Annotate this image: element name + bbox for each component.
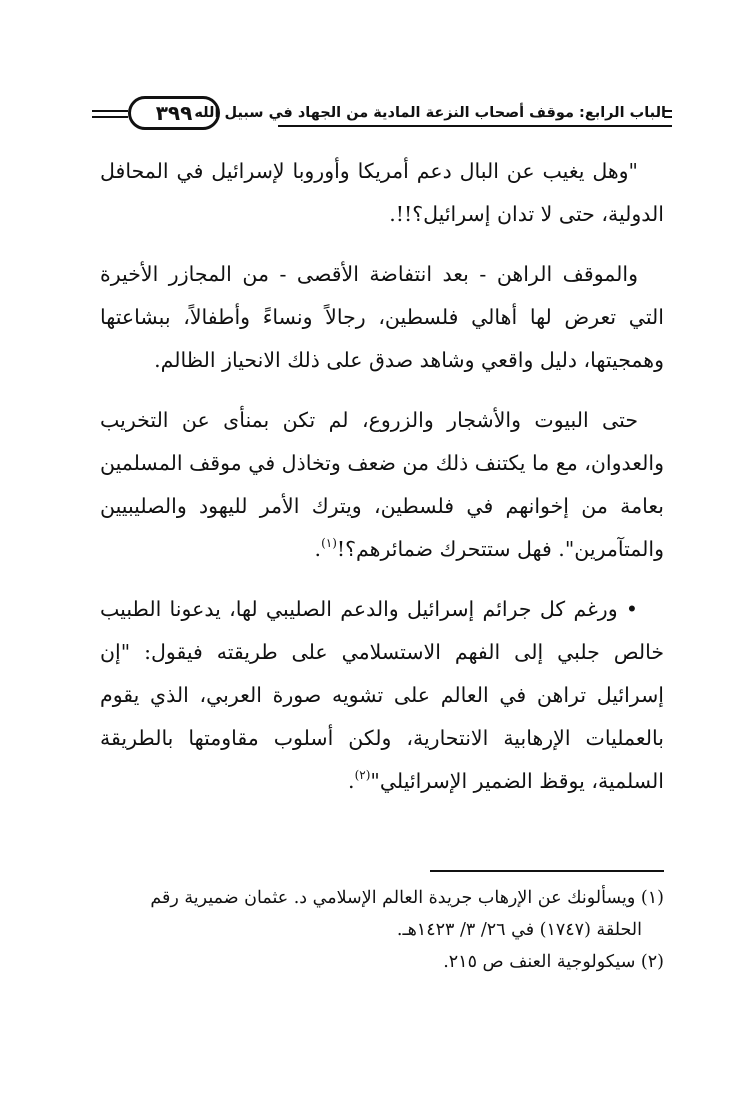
paragraph-text: • ورغم كل جرائم إسرائيل والدعم الصليبي لها، يدعونا الطبيب خالص جلبي إلى الفهم الاستسلامي على طريقته فيقول: "إن إسرائيل تراهن في العالم على تشويه صورة العربي، الذي يقوم بالعمليات الإرهابية الانتحارية، ولكن أسلوب مقاومتها بالطريقة السلمية، يوقظ الضمير الإسرائيلي": [100, 597, 664, 793]
footnote-2: (٢) سيكولوجية العنف ص ٢١٥.: [443, 952, 664, 972]
paragraph-end: .: [314, 537, 322, 561]
footnote-separator: [430, 870, 664, 872]
paragraph-end: .: [348, 769, 355, 793]
page-number: ٣٩٩: [128, 96, 220, 130]
paragraph: والموقف الراهن - بعد انتفاضة الأقصى - من المجازر الأخيرة التي تعرض لها أهالي فلسطين، رجالاً ونساءً وأطفالاً، ببشاعتها وهمجيتها، دليل واقعي وشاهد صدق على ذلك الانحياز الظالم.: [100, 262, 664, 372]
page-header: [92, 96, 672, 132]
footnote-1-continued: الحلقة (١٧٤٧) في ٢٦/ ٣/ ١٤٢٣هـ.: [396, 920, 642, 940]
paragraph: [100, 399, 664, 571]
header-rule: [92, 116, 128, 118]
header-rule: [92, 110, 128, 112]
footnote-ref: (٢): [354, 768, 371, 782]
running-title: الباب الرابع: موقف أصحاب النزعة المادية من الجهاد في سبيل الله: [194, 105, 666, 121]
paragraph: [100, 588, 664, 803]
footnote-1: (١) ويسألونك عن الإرهاب جريدة العالم الإسلامي د. عثمان ضميرية رقم: [150, 888, 664, 908]
footnote-ref: (١): [321, 536, 337, 550]
main-text: [100, 150, 664, 820]
footnotes: [100, 882, 664, 978]
paragraph: "وهل يغيب عن البال دعم أمريكا وأوروبا لإسرائيل في المحافل الدولية، حتى لا تدان إسرائيل؟!!.: [100, 159, 664, 226]
paragraph-text: حتى البيوت والأشجار والزروع، لم تكن بمنأى عن التخريب والعدوان، مع ما يكتنف ذلك من ضعف وتخاذل في موقف المسلمين بعامة من إخوانهم في فلسطين، ويترك الأمر لليهود والصليبيين والمتآمرين". فهل ستتحرك ضمائرهم؟!: [100, 408, 664, 561]
